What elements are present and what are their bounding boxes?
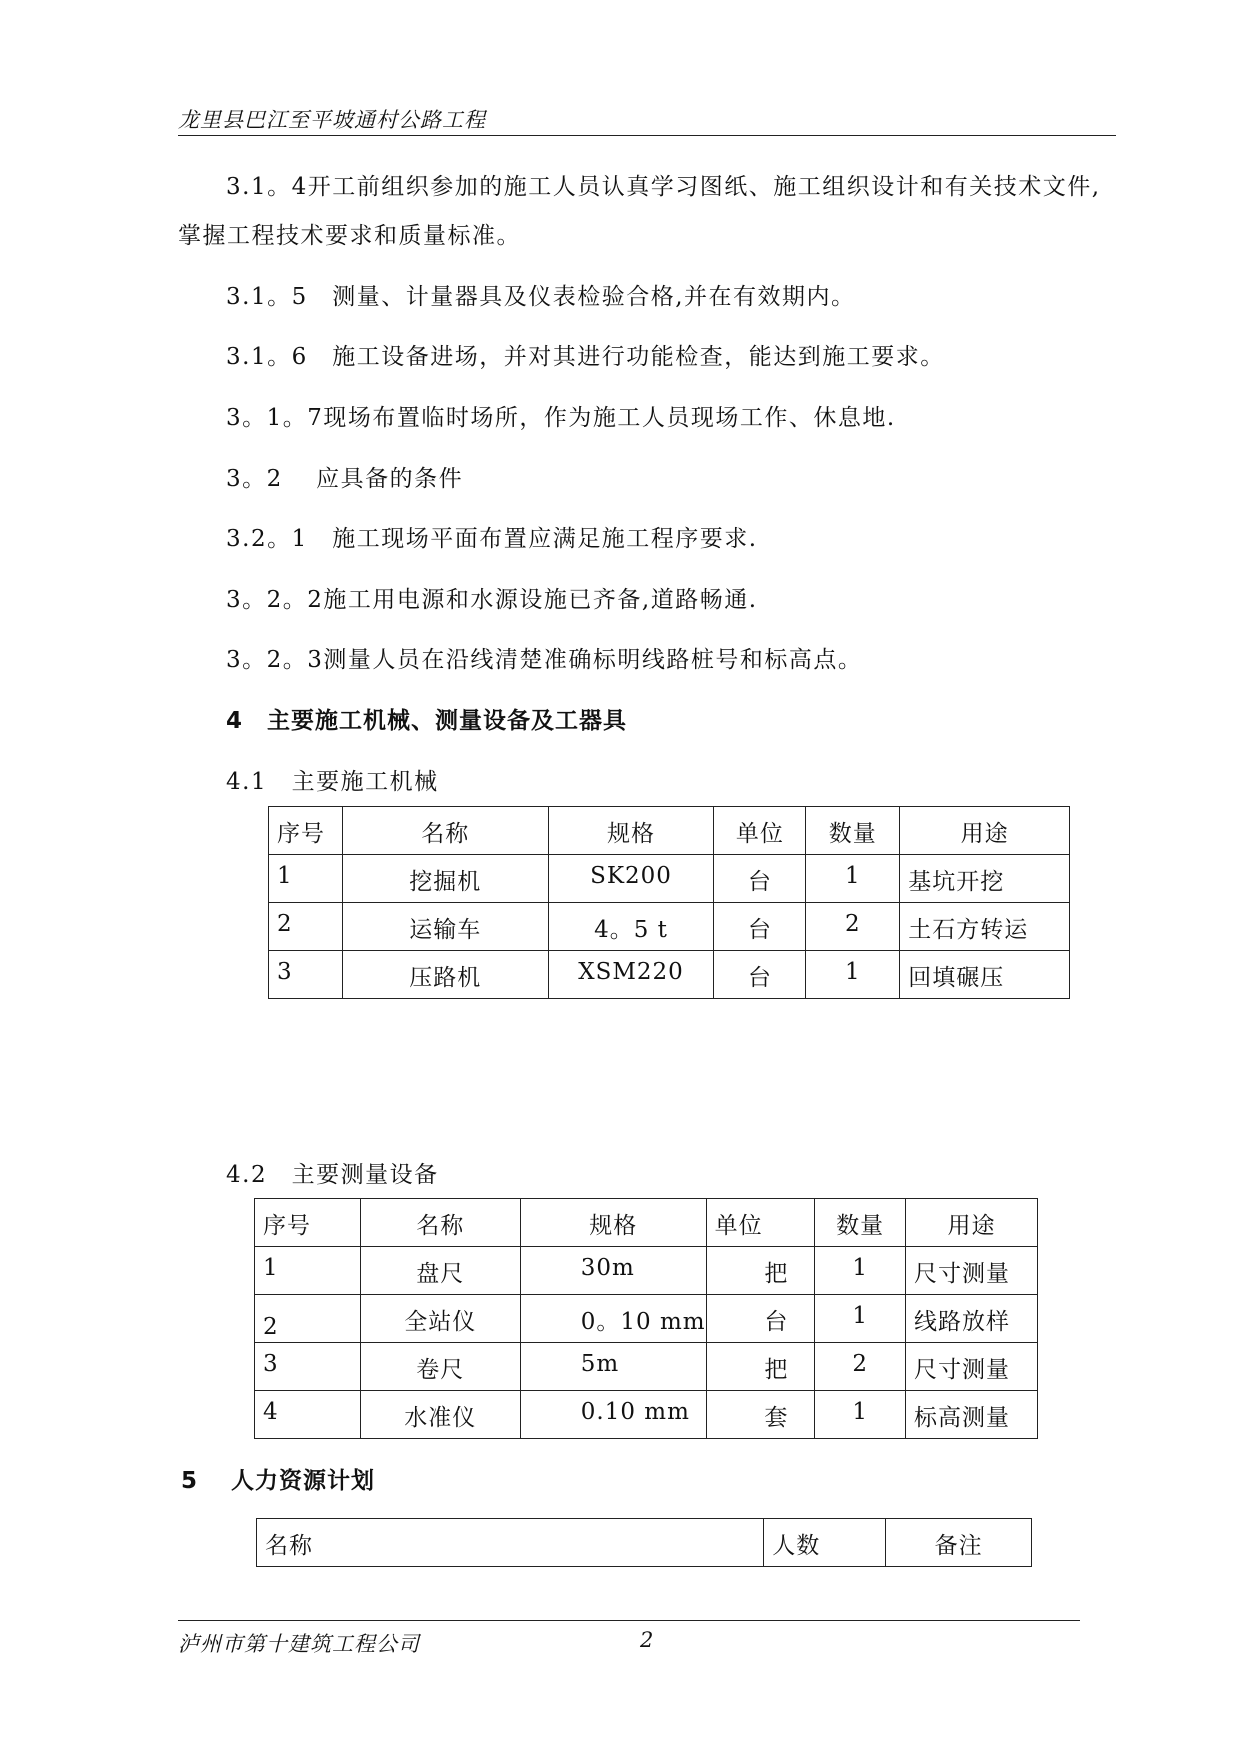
table-cell: 0.10 mm (520, 1391, 706, 1439)
header-cell: 用途 (906, 1199, 1038, 1247)
paragraph-3-1-4-line1: 3.1。4开工前组织参加的施工人员认真学习图纸、施工组织设计和有关技术文件, (226, 174, 1101, 200)
table-cell: 0。10 mm (520, 1295, 706, 1343)
paragraph-3-2: 3。2 应具备的条件 (226, 466, 464, 492)
table-row (269, 855, 1070, 903)
table-cell: 4。5 t (548, 903, 714, 951)
table-row (255, 1295, 1038, 1343)
table-cell: 水准仪 (360, 1391, 520, 1439)
table-cell: SK200 (548, 855, 714, 903)
table-cell: 1 (255, 1247, 361, 1295)
table-cell: 1 (806, 951, 900, 999)
table-row (255, 1391, 1038, 1439)
paragraph-3-1-6: 3.1。6 施工设备进场，并对其进行功能检查，能达到施工要求。 (226, 344, 945, 370)
header-cell: 用途 (900, 807, 1070, 855)
header-title: 龙里县巴江至平坡通村公路工程 (178, 108, 486, 132)
header-cell: 名称 (342, 807, 548, 855)
paragraph-3-2-2: 3。2。2施工用电源和水源设施已齐备,道路畅通. (226, 587, 758, 613)
table-row (269, 903, 1070, 951)
table-cell: 把 (706, 1343, 815, 1391)
paragraph-3-2-3: 3。2。3测量人员在沿线清楚准确标明线路桩号和标高点。 (226, 647, 863, 673)
table-cell: 套 (706, 1391, 815, 1439)
table-cell: 30m (520, 1247, 706, 1295)
paragraph-3-1-5: 3.1。5 测量、计量器具及仪表检验合格,并在有效期内。 (226, 284, 856, 310)
table-cell: 压路机 (342, 951, 548, 999)
table-cell: 运输车 (342, 903, 548, 951)
header-cell: 名称 (360, 1199, 520, 1247)
table-cell: 尺寸测量 (906, 1343, 1038, 1391)
table-cell: 1 (269, 855, 343, 903)
table-cell: 1 (815, 1247, 906, 1295)
table-cell: 挖掘机 (342, 855, 548, 903)
header-cell: 名称 (257, 1519, 764, 1567)
footer-rule (178, 1620, 1080, 1621)
table-cell: 5m (520, 1343, 706, 1391)
table-cell: 盘尺 (360, 1247, 520, 1295)
table-cell: XSM220 (548, 951, 714, 999)
manpower-table (256, 1518, 1032, 1567)
table-cell: 2 (806, 903, 900, 951)
table-cell: 标高测量 (906, 1391, 1038, 1439)
header-cell: 备注 (886, 1519, 1032, 1567)
paragraph-3-1-4-line2: 掌握工程技术要求和质量标准。 (178, 223, 521, 249)
table-cell: 台 (714, 903, 806, 951)
table-cell: 台 (706, 1295, 815, 1343)
header-cell: 序号 (269, 807, 343, 855)
table-cell: 台 (714, 855, 806, 903)
table-cell: 线路放样 (906, 1295, 1038, 1343)
table-cell: 土石方转运 (900, 903, 1070, 951)
table-cell: 2 (269, 903, 343, 951)
table-header-row (257, 1519, 1032, 1567)
header-cell: 规格 (520, 1199, 706, 1247)
paragraph-3-1-7: 3。1。7现场布置临时场所，作为施工人员现场工作、休息地. (226, 405, 896, 431)
subsection-4-2: 4.2 主要测量设备 (226, 1162, 439, 1188)
table-cell: 2 (815, 1343, 906, 1391)
table-cell: 卷尺 (360, 1343, 520, 1391)
table-cell: 回填碾压 (900, 951, 1070, 999)
table-cell: 3 (269, 951, 343, 999)
table-cell: 1 (815, 1295, 906, 1343)
page-number: 2 (640, 1628, 654, 1652)
header-rule (178, 135, 1116, 136)
header-cell: 单位 (714, 807, 806, 855)
table-row (269, 951, 1070, 999)
table-row (255, 1343, 1038, 1391)
table-header-row (255, 1199, 1038, 1247)
section-4-heading: 4 主要施工机械、测量设备及工器具 (226, 708, 628, 734)
table-cell: 尺寸测量 (906, 1247, 1038, 1295)
paragraph-3-2-1: 3.2。1 施工现场平面布置应满足施工程序要求. (226, 526, 758, 552)
table-cell: 基坑开挖 (900, 855, 1070, 903)
table-cell: 1 (815, 1391, 906, 1439)
machinery-table (268, 806, 1070, 999)
header-cell: 人数 (764, 1519, 886, 1567)
table-cell: 全站仪 (360, 1295, 520, 1343)
table-cell: 2 (255, 1295, 361, 1343)
table-cell: 把 (706, 1247, 815, 1295)
table-header-row (269, 807, 1070, 855)
section-5-heading: 5 人力资源计划 (181, 1468, 376, 1494)
header-cell: 数量 (806, 807, 900, 855)
header-cell: 规格 (548, 807, 714, 855)
table-cell: 1 (806, 855, 900, 903)
footer-company: 泸州市第十建筑工程公司 (178, 1632, 420, 1656)
survey-equipment-table (254, 1198, 1038, 1439)
table-cell: 台 (714, 951, 806, 999)
header-cell: 单位 (706, 1199, 815, 1247)
table-cell: 3 (255, 1343, 361, 1391)
table-row (255, 1247, 1038, 1295)
table-cell: 4 (255, 1391, 361, 1439)
header-cell: 序号 (255, 1199, 361, 1247)
header-cell: 数量 (815, 1199, 906, 1247)
subsection-4-1: 4.1 主要施工机械 (226, 769, 439, 795)
